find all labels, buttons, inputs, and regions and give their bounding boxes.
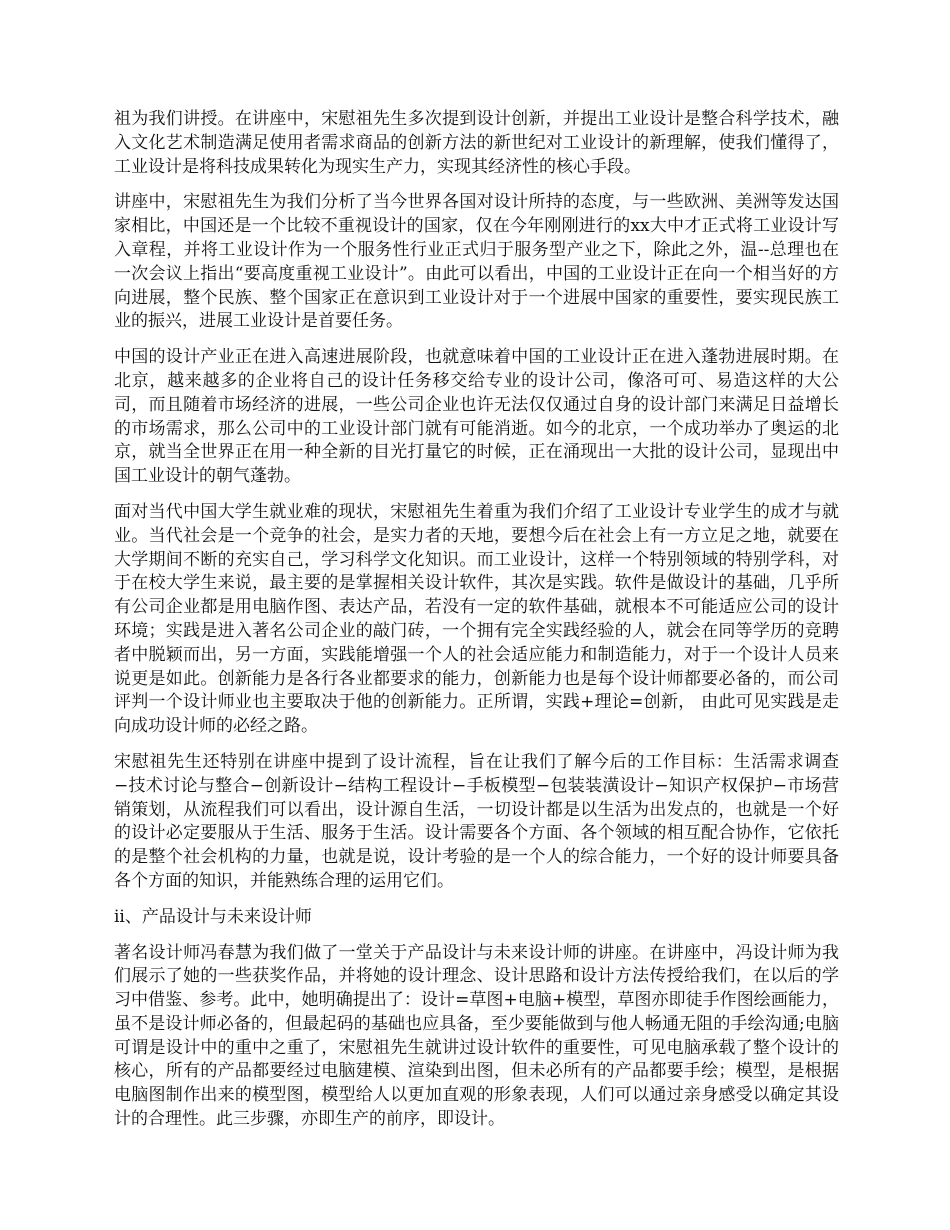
paragraph-design-process: 宋慰祖先生还特别在讲座中提到了设计流程，旨在让我们了解今后的工作目标：生活需求调查−技术讨论与整合−创新设计−结构工程设计−手板模型−包装装潢设计−知识产权保护−市场营销策划，从流程我们可以看出，设计源自生活，一切设计都是以生活为出发点的，也就是一个好的设计必定要服从于生活、服务于生活。设计需要各个方面、各个领域的相互配合协作，它依托的是整个社会机构的力量，也就是说，设计考验的是一个人的综合能力，一个好的设计师要具备各个方面的知识，并能熟练合理的运用它们。 bbox=[114, 751, 839, 891]
paragraph-employment: 面对当代中国大学生就业难的现状，宋慰祖先生着重为我们介绍了工业设计专业学生的成才与就业。当代社会是一个竞争的社会，是实力者的天地，要想今后在社会上有一方立足之地，就要在大学期间不断的充实自己，学习科学文化知识。而工业设计，这样一个特别领域的特别学科，对于在校大学生来说，最主要的是掌握相关设计软件，其次是实践。软件是做设计的基础，几乎所有公司企业都是用电脑作图、表达产品，若没有一定的软件基础，就根本不可能适应公司的设计环境；实践是进入著名公司企业的敲门砖，一个拥有完全实践经验的人，就会在同等学历的竞聘者中脱颖而出，另一方面，实践能增强一个人的社会适应能力和制造能力，对于一个设计人员来说更是如此。创新能力是各行各业都要求的能力，创新能力也是每个设计师都要必备的，而公司评判一个设计师业也主要取决于他的创新能力。正所谓，实践+理论=创新， 由此可见实践是走向成功设计师的必经之路。 bbox=[114, 501, 839, 737]
paragraph-product-design: 著名设计师冯春慧为我们做了一堂关于产品设计与未来设计师的讲座。在讲座中，冯设计师为我们展示了她的一些获奖作品，并将她的设计理念、设计思路和设计方法传授给我们，在以后的学习中借鉴、参考。此中，她明确提出了：设计=草图+电脑+模型，草图亦即徒手作图绘画能力，虽不是设计师必备的，但最起码的基础也应具备，至少要能做到与他人畅通无阻的手绘沟通;电脑可谓是设计中的重中之重了，宋慰祖先生就讲过设计软件的重要性，可见电脑承载了整个设计的核心，所有的产品都要经过电脑建模、渲染到出图，但未必所有的产品都要手绘；模型，是根据电脑图制作出来的模型图，模型给人以更加直观的形象表现，人们可以通过亲身感受以确定其设计的合理性。此三步骤，亦即生产的前序，即设计。 bbox=[114, 942, 839, 1130]
section-heading: ii、产品设计与未来设计师 bbox=[114, 906, 312, 927]
paragraph-lecture-intro: 祖为我们讲授。在讲座中，宋慰祖先生多次提到设计创新，并提出工业设计是整合科学技术，融入文化艺术制造满足使用者需求商品的创新方法的新世纪对工业设计的新理解，使我们懂得了，工业设计是将科技成果转化为现实生产力，实现其经济性的核心手段。 bbox=[114, 109, 839, 177]
paragraph-design-industry: 中国的设计产业正在进入高速进展阶段，也就意味着中国的工业设计正在进入蓬勃进展时期。在北京，越来越多的企业将自己的设计任务移交给专业的设计公司，像洛可可、易造这样的大公司，而且随着市场经济的进展，一些公司企业也许无法仅仅通过自身的设计部门来满足日益增长的市场需求，那么公司中的工业设计部门就有可能消逝。如今的北京，一个成功举办了奥运的北京，就当全世界正在用一种全新的目光打量它的时候，正在涌现出一大批的设计公司，显现出中国工业设计的朝气蓬勃。 bbox=[114, 347, 839, 487]
document-page bbox=[114, 108, 839, 1144]
paragraph-design-attitudes: 讲座中，宋慰祖先生为我们分析了当今世界各国对设计所持的态度，与一些欧洲、美洲等发达国家相比，中国还是一个比较不重视设计的国家，仅在今年刚刚进行的xx大中才正式将工业设计写入章程，并将工业设计作为一个服务性行业正式归于服务型产业之下，除此之外，温--总理也在一次会议上指出“要高度重视工业设计”。由此可以看出，中国的工业设计正在向一个相当好的方向进展，整个民族、整个国家正在意识到工业设计对于一个进展中国家的重要性，要实现民族工业的振兴，进展工业设计是首要任务。 bbox=[114, 192, 839, 332]
